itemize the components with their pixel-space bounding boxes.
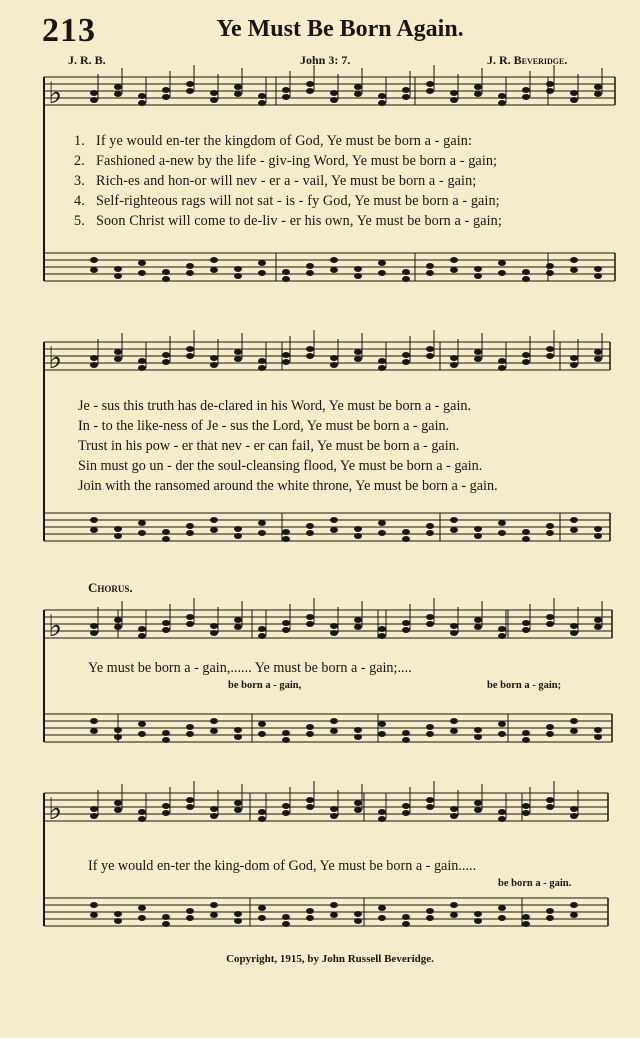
chorus-line: If ye would en-ter the king-dom of God, Ye must be born a - gain..... [88, 858, 477, 874]
svg-text:♭: ♭ [48, 609, 63, 644]
bass-echo: be born a - gain, [228, 680, 302, 691]
hymn-number: 213 [42, 12, 96, 49]
verse-line [74, 193, 500, 210]
verse-line: Join with the ransomed around the white throne, Ye must be born a - gain. [78, 478, 498, 494]
verse-line: Je - sus this truth has de-clared in his Word, Ye must be born a - gain. [78, 398, 472, 414]
verse-text: Soon Christ will come to de-liv - er his own, Ye must be born a - gain; [96, 213, 502, 229]
words-credit: J. R. B. [68, 53, 106, 67]
verse-number: 1. [74, 133, 85, 149]
verse-line [74, 213, 502, 230]
verse-line [74, 173, 476, 190]
verse-text: Rich-es and hon-or will nev - er a - vail, Ye must be born a - gain; [96, 173, 477, 189]
verse-line: In - to the like-ness of Je - sus the Lord, Ye must be born a - gain. [78, 418, 450, 434]
verse-line [74, 153, 497, 170]
verse-number: 4. [74, 193, 85, 209]
music-credit: J. R. Beveridge. [487, 53, 568, 67]
verse-text: If ye would en-ter the kingdom of God, Ye must be born a - gain: [96, 133, 472, 149]
bass-echo: be born a - gain. [498, 878, 572, 889]
verse-text: Fashioned a-new by the life - giv-ing Word, Ye must be born a - gain; [96, 153, 498, 169]
chorus-label: Chorus. [88, 580, 133, 595]
svg-text:♭: ♭ [48, 76, 63, 111]
hymn-title: Ye Must Be Born Again. [216, 16, 464, 42]
verse-number: 3. [74, 173, 85, 189]
verse-text: Self-righteous rags will not sat - is - fy God, Ye must be born a - gain; [96, 193, 500, 209]
chorus-line: Ye must be born a - gain,...... Ye must be born a - gain;.... [88, 660, 412, 676]
copyright-notice: Copyright, 1915, by John Russell Beveridge. [226, 953, 434, 965]
verse-line [74, 133, 472, 150]
verse-line: Trust in his pow - er that nev - er can fail, Ye must be born a - gain. [78, 438, 460, 454]
verse-number: 5. [74, 213, 85, 229]
svg-text:♭: ♭ [48, 341, 63, 376]
svg-text:♭: ♭ [48, 792, 63, 827]
verse-line: Sin must go un - der the soul-cleansing flood, Ye must be born a - gain. [78, 458, 483, 474]
bass-echo: be born a - gain; [487, 680, 562, 691]
scripture-reference: John 3: 7. [300, 53, 351, 67]
verse-number: 2. [74, 153, 85, 169]
